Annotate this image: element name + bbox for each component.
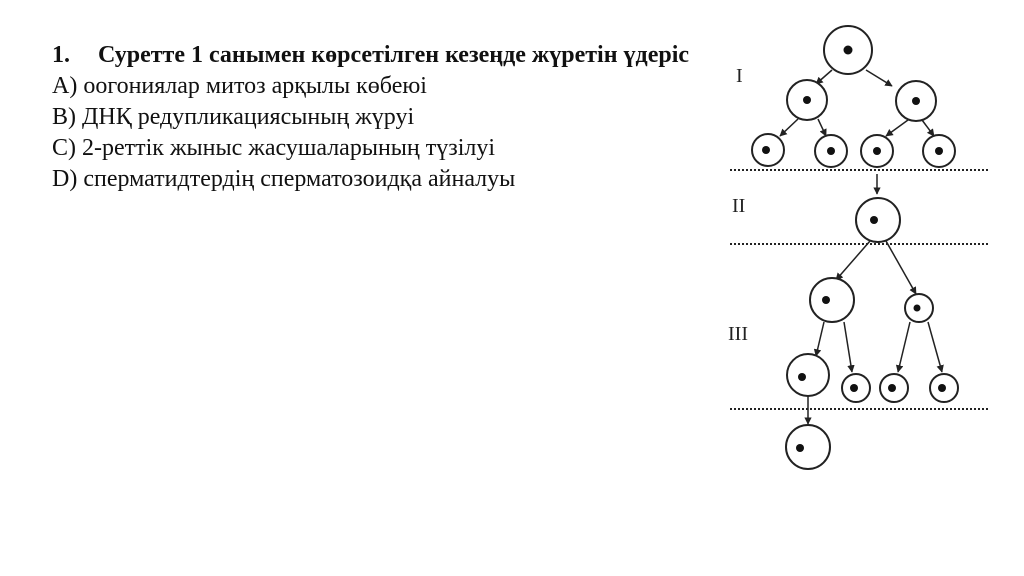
cell <box>856 198 900 242</box>
question-title <box>52 40 692 71</box>
option-d[interactable]: D) сперматидтердің сперматозоидқа айналуы <box>52 166 516 192</box>
cell <box>786 425 830 469</box>
option-b[interactable]: B) ДНҚ редупликациясының жүруі <box>52 104 415 130</box>
stage-label-2: II <box>732 195 746 217</box>
stage-label-3: III <box>728 323 748 345</box>
cell <box>930 374 958 402</box>
stage-label-1: I <box>736 65 743 87</box>
cell <box>815 135 847 167</box>
cell <box>861 135 893 167</box>
cell <box>810 278 854 322</box>
option-a[interactable]: A) оогониялар митоз арқылы көбеюі <box>52 73 427 99</box>
cell <box>787 354 829 396</box>
gametogenesis-diagram <box>720 12 1000 482</box>
cell <box>787 80 827 120</box>
option-c[interactable]: C) 2-реттік жыныс жасушаларының түзілуі <box>52 135 496 161</box>
question-block <box>52 40 692 195</box>
cell <box>752 134 784 166</box>
cell <box>923 135 955 167</box>
question-text: Суретте 1 санымен көрсетілген кезеңде жүретін үдеріс <box>98 42 690 68</box>
cell <box>896 81 936 121</box>
cell <box>824 26 872 74</box>
cell <box>842 374 870 402</box>
cell <box>905 294 933 322</box>
question-number: 1. <box>52 42 70 68</box>
cell <box>880 374 908 402</box>
